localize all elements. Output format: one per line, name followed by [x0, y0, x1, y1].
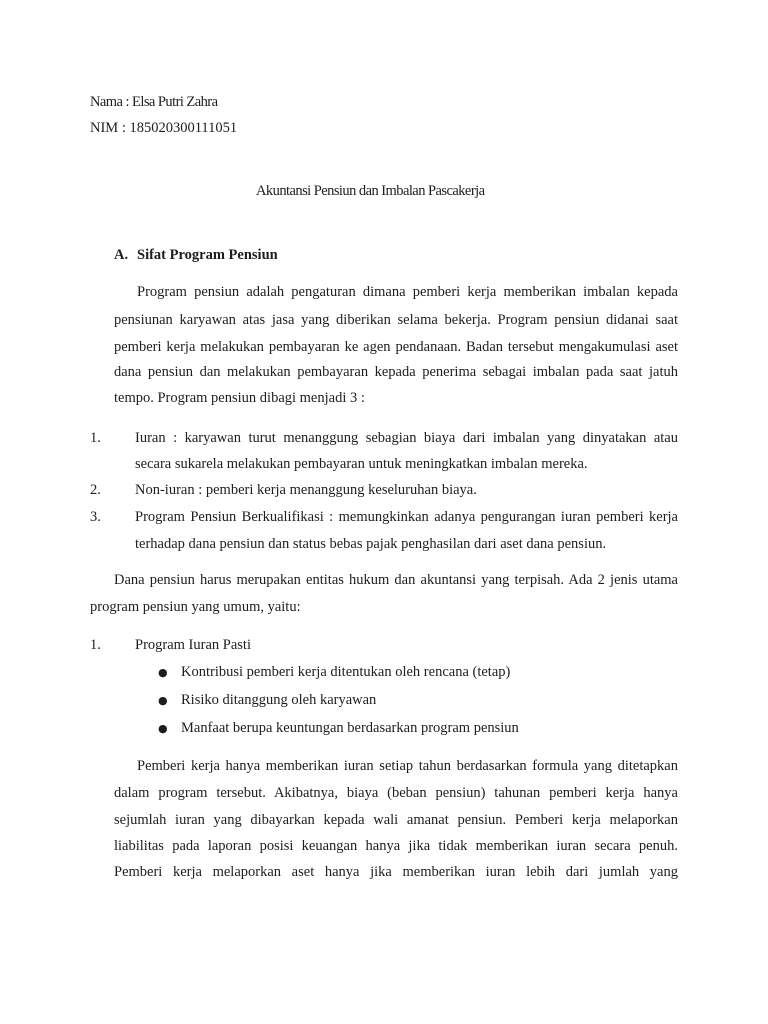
- list-item-line: Iuran : karyawan turut menanggung sebagian biaya dari imbalan yang dinyatakan atau: [135, 430, 678, 446]
- final-paragraph-line: Pemberi kerja hanya memberikan iuran setiap tahun berdasarkan formula yang ditetapkan: [137, 758, 678, 774]
- list-item-number: 2.: [90, 482, 101, 498]
- entity-paragraph-line: program pensiun yang umum, yaitu:: [90, 599, 301, 615]
- student-name: Nama : Elsa Putri Zahra: [90, 94, 218, 110]
- plan-title: Program Iuran Pasti: [135, 637, 251, 653]
- bullet-item: Kontribusi pemberi kerja ditentukan oleh rencana (tetap): [181, 664, 511, 680]
- section-a-heading: Sifat Program Pensiun: [137, 247, 278, 263]
- intro-paragraph-line: pemberi kerja melakukan pembayaran ke agen pendanaan. Badan tersebut mengakumulasi aset: [114, 339, 678, 355]
- bullet-icon: ●: [158, 694, 168, 707]
- list-item-line: Non-iuran : pemberi kerja menanggung keseluruhan biaya.: [135, 482, 477, 498]
- final-paragraph-line: liabilitas pada laporan posisi keuangan hanya jika tidak memberikan iuran secara penuh.: [114, 838, 678, 854]
- intro-paragraph-line: Program pensiun adalah pengaturan dimana pemberi kerja memberikan imbalan kepada: [137, 284, 678, 300]
- bullet-item: Risiko ditanggung oleh karyawan: [181, 692, 377, 708]
- list-item-number: 3.: [90, 509, 101, 525]
- final-paragraph-line: Pemberi kerja melaporkan aset hanya jika memberikan iuran lebih dari jumlah yang: [114, 864, 678, 880]
- student-nim: NIM : 185020300111051: [90, 120, 238, 136]
- intro-paragraph-line: dana pensiun dan melakukan pembayaran kepada penerima sebagai imbalan pada saat jatuh: [114, 364, 678, 380]
- plan-number: 1.: [90, 637, 101, 653]
- bullet-icon: ●: [158, 722, 168, 735]
- document-title: Akuntansi Pensiun dan Imbalan Pascakerja: [256, 183, 485, 199]
- section-a-marker: A.: [114, 247, 129, 263]
- list-item-line: Program Pensiun Berkualifikasi : memungkinkan adanya pengurangan iuran pemberi kerja: [135, 509, 678, 525]
- list-item-line: secara sukarela melakukan pembayaran untuk meningkatkan imbalan mereka.: [135, 456, 588, 472]
- final-paragraph-line: dalam program tersebut. Akibatnya, biaya (beban pensiun) tahunan pemberi kerja hanya: [114, 785, 678, 801]
- bullet-icon: ●: [158, 666, 168, 679]
- list-item-line: terhadap dana pensiun dan status bebas pajak penghasilan dari aset dana pensiun.: [135, 536, 607, 552]
- intro-paragraph-line: tempo. Program pensiun dibagi menjadi 3 :: [114, 390, 365, 406]
- intro-paragraph-line: pensiunan karyawan atas jasa yang diberikan selama bekerja. Program pensiun didanai saat: [114, 312, 678, 328]
- final-paragraph-line: sejumlah iuran yang dibayarkan kepada wali amanat pensiun. Pemberi kerja melaporkan: [114, 812, 678, 828]
- bullet-item: Manfaat berupa keuntungan berdasarkan program pensiun: [181, 720, 519, 736]
- entity-paragraph-line: Dana pensiun harus merupakan entitas hukum dan akuntansi yang terpisah. Ada 2 jenis utama: [114, 572, 678, 588]
- list-item-number: 1.: [90, 430, 101, 446]
